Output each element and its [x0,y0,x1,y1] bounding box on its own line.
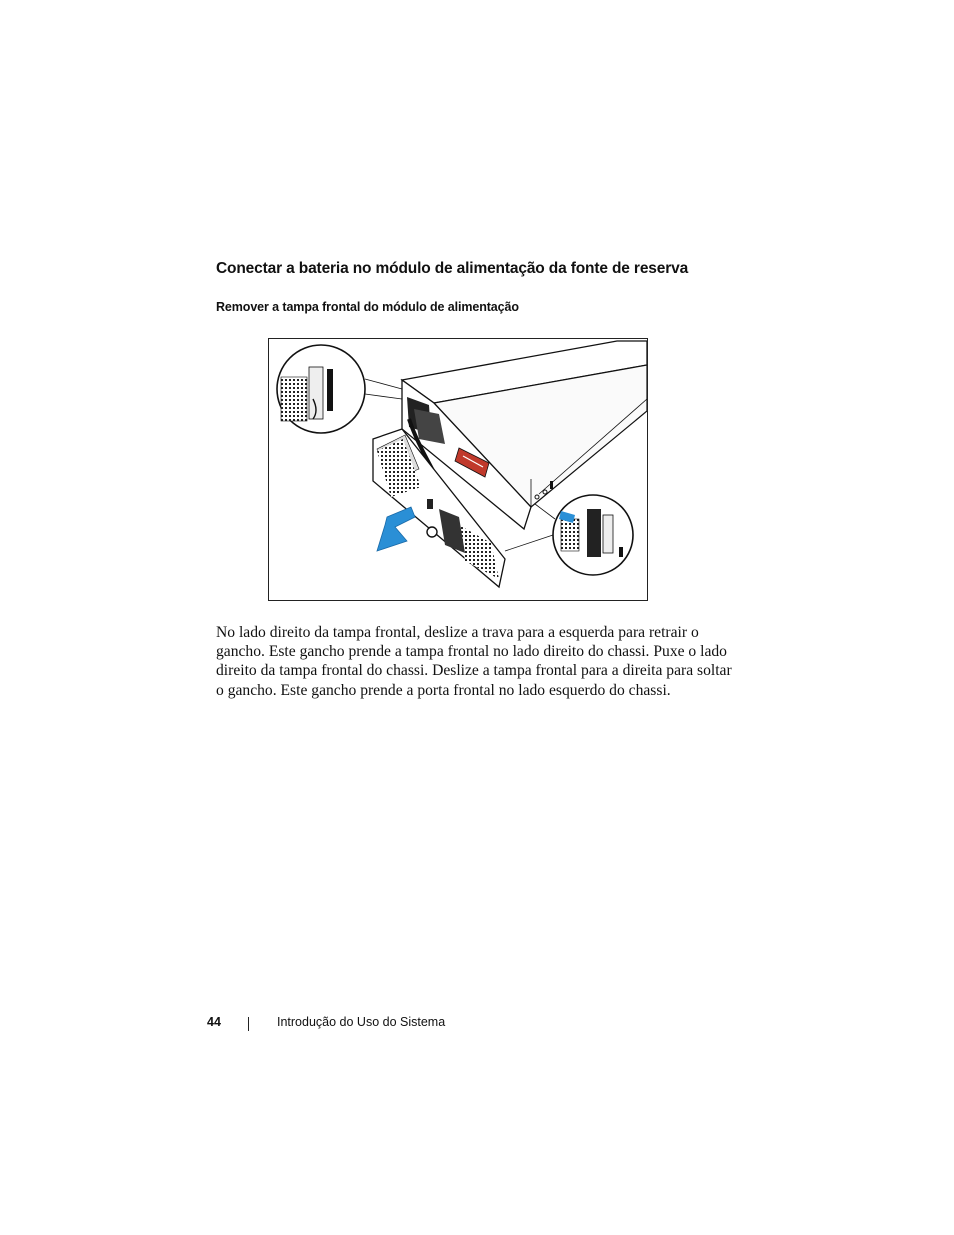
footer-separator [248,1017,249,1031]
latch-detail-zoom-left [277,345,402,433]
section-title: Conectar a bateria no módulo de alimentação da fonte de reserva [216,260,689,277]
body-paragraph [216,623,732,700]
figure-front-cover-removal [268,338,648,601]
body-line: gancho. Este gancho prende a tampa frontal no lado direito do chassi. Puxe o lado [216,643,727,661]
footer-title: Introdução do Uso do Sistema [277,1015,446,1029]
body-line: No lado direito da tampa frontal, deslize a trava para a esquerda para retrair o [216,624,699,641]
ups-chassis-illustration [269,339,647,600]
subsection-title: Remover a tampa frontal do módulo de alimentação [216,300,519,314]
removal-arrow-icon [377,507,415,551]
body-line: o gancho. Este gancho prende a porta frontal no lado esquerdo do chassi. [216,681,671,699]
body-line: direito da tampa frontal do chassi. Deslize a tampa frontal para a direita para soltar [216,662,732,680]
page-number: 44 [207,1015,221,1029]
